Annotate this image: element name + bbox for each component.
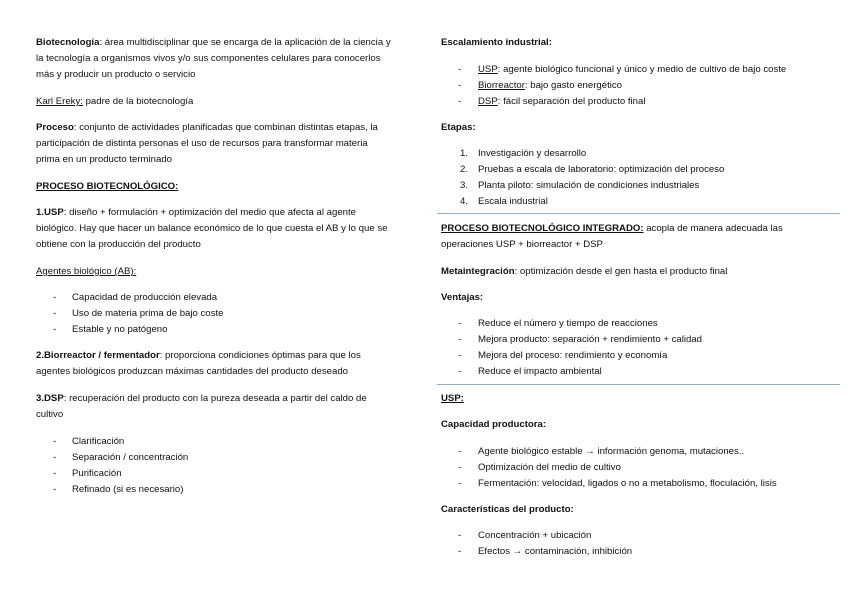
proceso-line-1: : conjunto de actividades planificadas que combinan distintas etapas, la	[73, 122, 378, 133]
escalamiento-term: DSP	[478, 96, 498, 107]
escalamiento-text: : bajo gasto energético	[524, 80, 622, 91]
bullet-marker: -	[458, 318, 462, 329]
bullet-marker: -	[458, 366, 462, 377]
section-divider	[437, 213, 840, 214]
metaintegracion-text: : optimización desde el gen hasta el producto final	[514, 266, 728, 277]
agentes-biologico-heading-text: Agentes biológico (AB):	[36, 266, 137, 277]
bullet-marker: -	[458, 462, 462, 473]
ventajas-heading-text: Ventajas:	[441, 292, 484, 303]
karl-ereky-line	[36, 94, 412, 110]
ventajas-heading	[441, 290, 836, 306]
list-item: Purificación	[72, 468, 122, 479]
bullet-marker: -	[458, 96, 462, 107]
list-item: Estable y no patógeno	[72, 324, 168, 335]
list-item: Capacidad de producción elevada	[72, 292, 218, 303]
metaintegracion-term: Metaintegración	[441, 266, 515, 277]
karl-ereky-text: padre de la biotecnología	[82, 96, 194, 107]
list-item	[478, 78, 622, 94]
escalamiento-term: Biorreactor	[478, 80, 525, 91]
etapas-heading	[441, 120, 836, 136]
bullet-marker: -	[53, 452, 57, 463]
integrado-term: PROCESO BIOTECNOLÓGICO INTEGRADO:	[441, 223, 644, 234]
bullet-marker: -	[53, 436, 57, 447]
escalamiento-text: : agente biológico funcional y único y medio de cultivo de bajo coste	[497, 64, 787, 75]
karl-ereky-name: Karl Ereky:	[36, 96, 83, 107]
caracteristicas-heading	[441, 502, 836, 518]
list-item	[478, 94, 645, 110]
metaintegracion-line	[441, 264, 836, 280]
bullet-marker: -	[53, 292, 57, 303]
list-item: Agente biológico estable → información genoma, mutaciones..	[478, 446, 745, 457]
section-divider	[437, 384, 840, 385]
usp-heading	[441, 391, 836, 407]
proceso-line-3: prima en un producto terminado	[36, 154, 172, 166]
biorreactor-term: 2.Biorreactor / fermentador	[36, 350, 160, 361]
proceso-biotecnologico-heading-text: PROCESO BIOTECNOLÓGICO:	[36, 181, 179, 192]
proceso-term: Proceso	[36, 122, 74, 133]
list-item	[478, 62, 786, 78]
dsp-definition	[36, 391, 412, 423]
capacidad-heading-text: Capacidad productora:	[441, 419, 547, 430]
list-item: Planta piloto: simulación de condiciones industriales	[478, 180, 700, 191]
bullet-marker: -	[458, 80, 462, 91]
bullet-marker: -	[458, 446, 462, 457]
bullet-marker: -	[458, 350, 462, 361]
biorreactor-line-2: agentes biológicos produzcan máximas cantidades del producto deseado	[36, 366, 348, 378]
biotecnologia-definition	[36, 35, 412, 84]
list-number: 2.	[460, 164, 469, 175]
list-item: Escala industrial	[478, 196, 548, 207]
escalamiento-text: : fácil separación del producto final	[497, 96, 646, 107]
bullet-marker: -	[458, 530, 462, 541]
list-item: Mejora del proceso: rendimiento y economía	[478, 350, 668, 361]
list-item: Mejora producto: separación + rendimiento + calidad	[478, 334, 702, 345]
bullet-marker: -	[458, 64, 462, 75]
dsp-line-1: : recuperación del producto con la pureza deseada a partir del caldo de	[63, 393, 367, 404]
etapas-heading-text: Etapas:	[441, 122, 476, 133]
list-item: Reduce el número y tiempo de reacciones	[478, 318, 658, 329]
bullet-marker: -	[53, 484, 57, 495]
list-item: Optimización del medio de cultivo	[478, 462, 621, 473]
bullet-marker: -	[458, 546, 462, 557]
list-item: Separación / concentración	[72, 452, 189, 463]
integrado-definition	[441, 221, 836, 253]
usp-line-3: obtiene con la producción del producto	[36, 239, 201, 251]
proceso-line-2: participación de distinta personas el uso de recursos para transformar materia	[36, 138, 368, 150]
biorreactor-line-1: : proporciona condiciones óptimas para que los	[159, 350, 361, 361]
dsp-line-2: cultivo	[36, 409, 64, 421]
agentes-biologico-heading	[36, 264, 412, 280]
dsp-term: 3.DSP	[36, 393, 64, 404]
usp-line-2: biológico. Hay que hacer un balance económico de lo que cuesta el AB y lo que se	[36, 223, 388, 235]
usp-definition	[36, 205, 412, 254]
list-item: Clarificación	[72, 436, 125, 447]
integrado-line-1: acopla de manera adecuada las	[643, 223, 783, 234]
biotecnologia-line-1: : área multidisciplinar que se encarga de la aplicación de la ciencia y	[99, 37, 391, 48]
bullet-marker: -	[53, 468, 57, 479]
capacidad-heading	[441, 417, 836, 433]
integrado-line-2: operaciones USP + biorreactor + DSP	[441, 239, 603, 251]
list-item: Investigación y desarrollo	[478, 148, 587, 159]
list-number: 3.	[460, 180, 469, 191]
list-item: Pruebas a escala de laboratorio: optimización del proceso	[478, 164, 725, 175]
list-item: Fermentación: velocidad, ligados o no a metabolismo, floculación, lisis	[478, 478, 777, 489]
biorreactor-definition	[36, 348, 412, 380]
list-item: Refinado (si es necesario)	[72, 484, 184, 495]
list-number: 1.	[460, 148, 469, 159]
proceso-definition	[36, 120, 412, 169]
list-item: Efectos → contaminación, inhibición	[478, 546, 633, 557]
usp-heading-text: USP:	[441, 393, 464, 404]
list-number: 4.	[460, 196, 469, 207]
escalamiento-term: USP	[478, 64, 498, 75]
list-item: Concentración + ubicación	[478, 530, 592, 541]
bullet-marker: -	[458, 478, 462, 489]
biotecnologia-line-3: más y producir un producto o servicio	[36, 69, 196, 81]
list-item: Reduce el impacto ambiental	[478, 366, 602, 377]
escalamiento-heading-text: Escalamiento industrial:	[441, 37, 552, 48]
biotecnologia-line-2: la tecnología a organismos vivos y/o sus componentes celulares para conocerlos	[36, 53, 381, 65]
bullet-marker: -	[53, 324, 57, 335]
biotecnologia-term: Biotecnología	[36, 37, 100, 48]
escalamiento-heading	[441, 35, 836, 51]
bullet-marker: -	[458, 334, 462, 345]
caracteristicas-heading-text: Características del producto:	[441, 504, 574, 515]
bullet-marker: -	[53, 308, 57, 319]
usp-line-1: : diseño + formulación + optimización del medio que afecta al agente	[63, 207, 356, 218]
usp-term: 1.USP	[36, 207, 64, 218]
proceso-biotecnologico-heading	[36, 179, 412, 195]
list-item: Uso de materia prima de bajo coste	[72, 308, 224, 319]
